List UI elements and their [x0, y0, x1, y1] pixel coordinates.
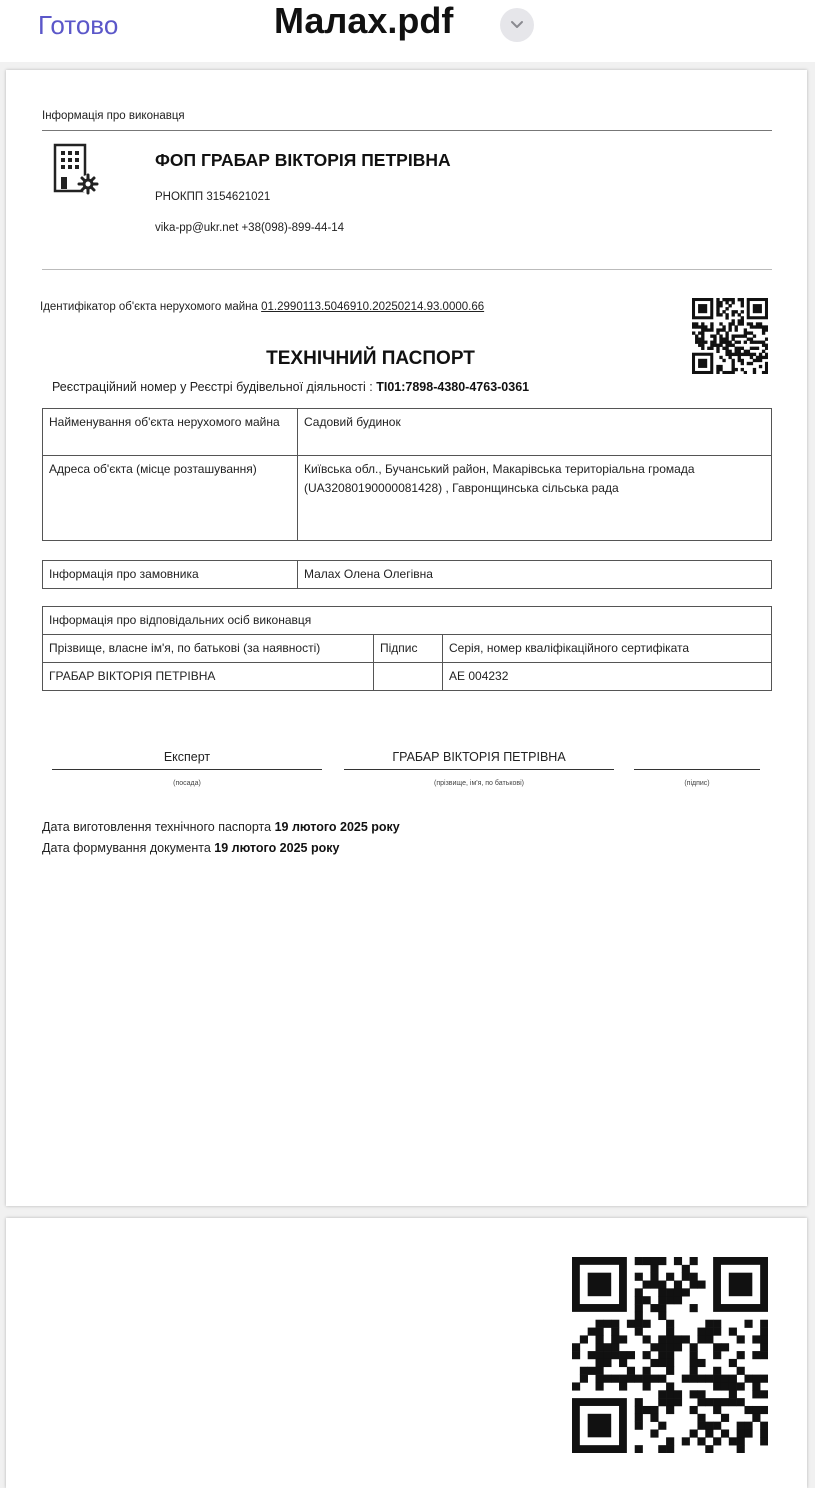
document-page-1 [6, 70, 807, 1206]
done-button[interactable]: Готово [38, 10, 119, 40]
object-id [40, 301, 484, 313]
registration-number [52, 380, 529, 394]
document-title: ТЕХНІЧНИЙ ПАСПОРТ [266, 348, 475, 369]
performer-heading: Інформація про виконавця [42, 110, 185, 122]
object-id-value: 01.2990113.5046910.20250214.93.0000.66 [261, 301, 485, 313]
generated-date-label: Дата формування документа [42, 841, 215, 855]
table-row [43, 607, 772, 635]
table-row [43, 663, 772, 691]
signature-name-caption: (прізвище, ім'я, по батькові) [434, 780, 524, 787]
person-cert: АЕ 004232 [443, 663, 772, 691]
object-name-label: Найменування об'єкта нерухомого майна [43, 409, 298, 456]
signature-line [634, 769, 760, 770]
document-dates [42, 817, 400, 859]
table-row [43, 456, 772, 541]
col-cert-header: Серія, номер кваліфікаційного сертифіката [443, 635, 772, 663]
company-tax-id: РНОКПП 3154621021 [155, 191, 271, 203]
prepared-date-label: Дата виготовлення технічного паспорта [42, 820, 275, 834]
col-sign-header: Підпис [374, 635, 443, 663]
person-name: ГРАБАР ВІКТОРІЯ ПЕТРІВНА [43, 663, 374, 691]
generated-date [42, 838, 400, 859]
signature-line [52, 769, 322, 770]
responsible-persons-table [42, 606, 772, 691]
signature-line [344, 769, 614, 770]
generated-date-value: 19 лютого 2025 року [214, 841, 340, 855]
file-title: Малах.pdf [274, 0, 454, 41]
top-bar [0, 0, 815, 62]
customer-value: Малах Олена Олегівна [298, 561, 772, 589]
chevron-down-icon [509, 18, 525, 32]
qr-code [572, 1257, 768, 1453]
file-menu-button[interactable] [500, 8, 534, 42]
signature-position-caption: (посада) [173, 780, 201, 787]
divider [42, 269, 772, 270]
table-row [43, 635, 772, 663]
signature-position: Експерт [163, 750, 211, 764]
table-row [43, 409, 772, 456]
registration-label: Реєстраційний номер у Реєстрі будівельної діяльності : [52, 380, 377, 394]
col-name-header: Прізвище, власне ім'я, по батькові (за наявності) [43, 635, 374, 663]
persons-table-title: Інформація про відповідальних осіб виконавця [43, 607, 772, 635]
company-name: ФОП ГРАБАР ВІКТОРІЯ ПЕТРІВНА [155, 150, 451, 170]
customer-table [42, 560, 772, 589]
signature-name: ГРАБАР ВІКТОРІЯ ПЕТРІВНА [392, 750, 566, 764]
object-address-label: Адреса об'єкта (місце розташування) [43, 456, 298, 541]
company-contacts: vika-pp@ukr.net +38(098)-899-44-14 [155, 222, 345, 234]
building-gear-icon [52, 142, 100, 198]
object-name-value: Садовий будинок [298, 409, 772, 456]
prepared-date-value: 19 лютого 2025 року [274, 820, 400, 834]
table-row [43, 561, 772, 589]
document-page-2 [6, 1218, 807, 1488]
divider [42, 130, 772, 131]
person-sign [374, 663, 443, 691]
prepared-date [42, 817, 400, 838]
object-info-table [42, 408, 772, 541]
object-id-label: Ідентифікатор об'єкта нерухомого майна [40, 301, 262, 313]
registration-value: ТІ01:7898-4380-4763-0361 [376, 380, 530, 394]
signature-sign-caption: (підпис) [684, 780, 710, 787]
object-address-value: Київська обл., Бучанський район, Макарівська територіальна громада (UA32080190000081428) , Гавронщинська сільська рада [298, 456, 772, 541]
customer-label: Інформація про замовника [43, 561, 298, 589]
